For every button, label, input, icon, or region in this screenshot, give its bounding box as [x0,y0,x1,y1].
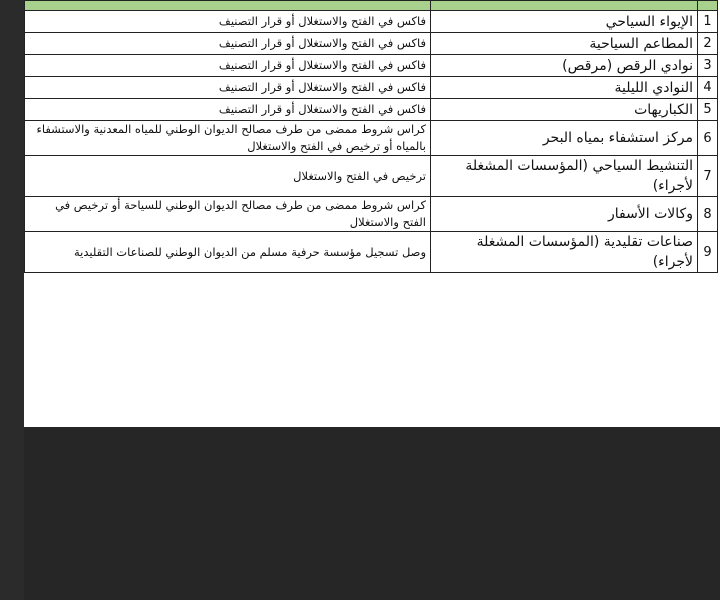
document-cell: وصل تسجيل مؤسسة حرفية مسلم من الديوان الوطني للصناعات التقليدية [25,232,431,273]
table-row [25,197,718,232]
activity-cell: صناعات تقليدية (المؤسسات المشغلة لأجراء) [431,232,698,273]
document-cell: ترخيص في الفتح والاستغلال [25,156,431,197]
row-number: 1 [698,11,718,33]
activity-cell: الإيواء السياحي [431,11,698,33]
document-cell: فاكس في الفتح والاستغلال أو قرار التصنيف [25,33,431,55]
document-page [24,0,720,427]
table-row [25,156,718,197]
activities-table [24,0,718,273]
table-row [25,121,718,156]
activity-cell: النوادي الليلية [431,77,698,99]
document-cell: كراس شروط ممضى من طرف مصالح الديوان الوطني للمياه المعدنية والاستشفاء بالمياه أو ترخيص في الفتح والاستغلال [25,121,431,156]
activity-cell: نوادي الرقص (مرقص) [431,55,698,77]
row-number: 8 [698,197,718,232]
table-row [25,33,718,55]
activity-cell: الكباريهات [431,99,698,121]
table-header-row [25,1,718,11]
header-cell-document [25,1,431,11]
document-cell: كراس شروط ممضى من طرف مصالح الديوان الوطني للسياحة أو ترخيص في الفتح والاستغلال [25,197,431,232]
document-cell: فاكس في الفتح والاستغلال أو قرار التصنيف [25,99,431,121]
table-row [25,11,718,33]
activity-cell: مركز استشفاء بمياه البحر [431,121,698,156]
activity-cell: وكالات الأسفار [431,197,698,232]
document-cell: فاكس في الفتح والاستغلال أو قرار التصنيف [25,55,431,77]
left-panel-edge [0,0,24,600]
table-row [25,77,718,99]
table-row [25,232,718,273]
row-number: 4 [698,77,718,99]
document-cell: فاكس في الفتح والاستغلال أو قرار التصنيف [25,77,431,99]
header-cell-activity [431,1,698,11]
row-number: 3 [698,55,718,77]
header-cell-number [698,1,718,11]
activity-cell: التنشيط السياحي (المؤسسات المشغلة لأجراء) [431,156,698,197]
table-row [25,99,718,121]
row-number: 2 [698,33,718,55]
row-number: 9 [698,232,718,273]
document-cell: فاكس في الفتح والاستغلال أو قرار التصنيف [25,11,431,33]
row-number: 6 [698,121,718,156]
row-number: 7 [698,156,718,197]
row-number: 5 [698,99,718,121]
table-row [25,55,718,77]
activity-cell: المطاعم السياحية [431,33,698,55]
